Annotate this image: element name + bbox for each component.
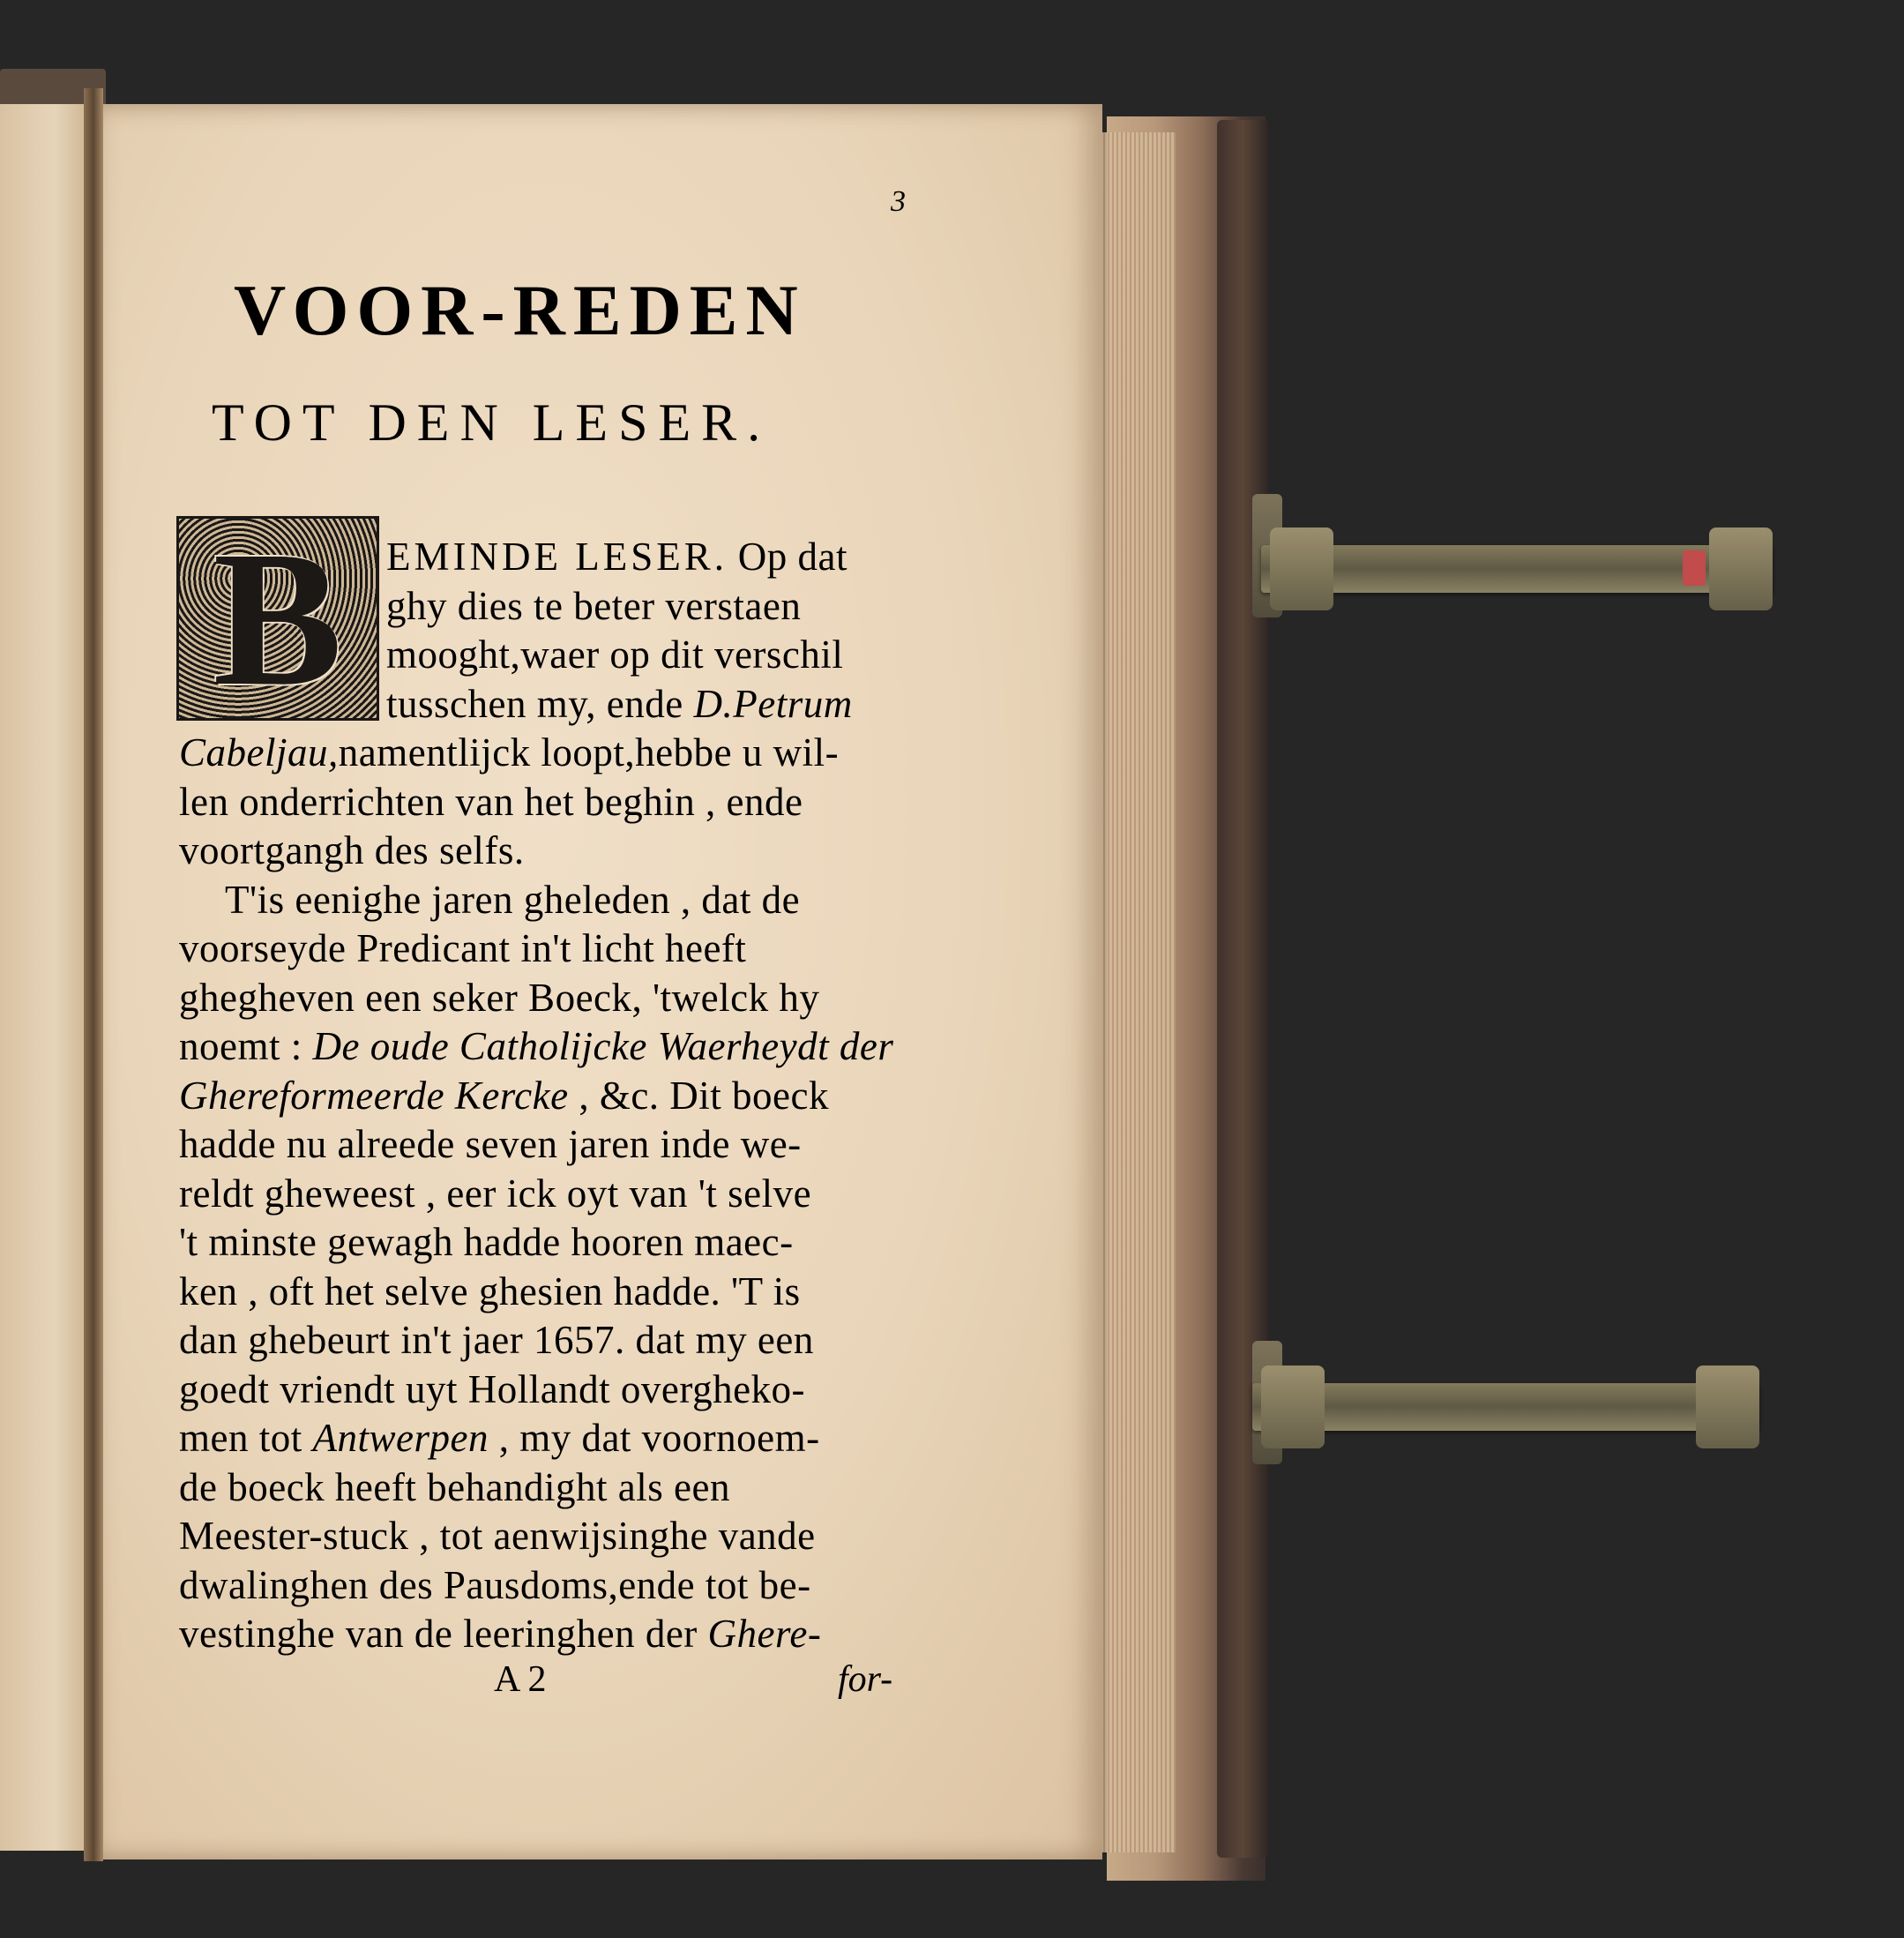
text-line [386, 583, 801, 629]
text-line [179, 1562, 811, 1608]
text-line [179, 1171, 811, 1216]
text-line [179, 1464, 730, 1510]
page-subtitle: TOT DEN LESER. [212, 393, 772, 452]
page-edges [1092, 132, 1176, 1852]
text-run: ghy dies te beter verstaen [386, 583, 802, 628]
text-line [386, 534, 847, 580]
catchword: for- [838, 1659, 893, 1700]
text-run: ghegheven een seker Boeck, 'twelck hy [179, 975, 820, 1020]
text-run: de boeck heeft behandight als een [179, 1464, 730, 1509]
red-mark [1683, 550, 1706, 586]
text-run: Ghere- [707, 1612, 822, 1656]
signature-mark: A 2 [494, 1659, 547, 1700]
text-run: men tot [179, 1416, 313, 1460]
text-run: mooght,waer op dit verschil [386, 632, 844, 677]
text-line [179, 1023, 893, 1069]
text-run: D.Petrum [693, 681, 853, 726]
text-line [179, 1121, 802, 1167]
text-run: Op dat [727, 535, 847, 579]
text-run: De oude Catholijcke Waerheydt der [312, 1024, 894, 1068]
page-number: 3 [891, 185, 906, 218]
text-run: Meester-stuck , tot aenwijsinghe vande [179, 1514, 816, 1558]
text-line [179, 1268, 801, 1314]
decorated-initial-letter: B [213, 511, 343, 726]
text-line [179, 925, 746, 971]
text-run: tusschen my, ende [386, 681, 694, 726]
text-run: Ghereformeerde Kercke [179, 1073, 569, 1118]
clasp-end [1696, 1366, 1759, 1448]
clasp-bottom [1252, 1383, 1759, 1431]
text-line [179, 1317, 814, 1363]
text-line [179, 1219, 794, 1265]
text-run: ken , oft het selve ghesien hadde. 'T is [179, 1268, 801, 1313]
text-run: Cabeljau, [179, 730, 339, 774]
text-run: , my dat voornoem- [488, 1416, 820, 1460]
text-run: voorseyde Predicant in't licht heeft [179, 926, 747, 970]
text-line [179, 1366, 805, 1412]
text-run: len onderrichten van het beghin , ende [179, 779, 803, 824]
text-line [179, 730, 839, 775]
text-run: reldt gheweest , eer ick oyt van 't selve [179, 1171, 812, 1216]
text-line [179, 1513, 816, 1559]
text-line [225, 877, 800, 923]
text-line [179, 779, 803, 825]
right-cover [1217, 120, 1268, 1858]
page-title: VOOR-REDEN [234, 270, 806, 350]
text-run: voortgangh des selfs. [179, 828, 525, 872]
text-run: vestinghe van de leeringhen der [179, 1612, 708, 1656]
text-run: T'is eenighe jaren gheleden , dat de [225, 877, 801, 922]
decorated-initial [176, 511, 379, 726]
text-run: Antwerpen [312, 1416, 489, 1460]
text-run: namentlijck loopt,hebbe u wil- [338, 730, 840, 774]
text-line [179, 1611, 821, 1657]
text-run: dwalinghen des Pausdoms,ende tot be- [179, 1562, 811, 1607]
text-run: dan ghebeurt in't jaer 1657. dat my een [179, 1318, 814, 1362]
text-line [386, 632, 843, 677]
text-line [179, 1073, 829, 1119]
text-run: , &c. Dit boeck [568, 1073, 829, 1118]
text-line [179, 975, 819, 1021]
text-run: 't minste gewagh hadde hooren maec- [179, 1220, 794, 1264]
clasp-end [1270, 528, 1333, 610]
text-run: goedt vriendt uyt Hollandt overgheko- [179, 1366, 806, 1411]
clasp-top [1261, 545, 1773, 593]
text-run: noemt : [179, 1024, 313, 1068]
text-line [179, 1415, 820, 1461]
text-line [386, 681, 853, 727]
gutter [84, 88, 103, 1861]
clasp-end [1261, 1366, 1325, 1448]
text-line [179, 827, 525, 873]
clasp-end [1709, 528, 1773, 610]
text-run: EMINDE LESER. [386, 535, 728, 579]
text-run: hadde nu alreede seven jaren inde we- [179, 1122, 802, 1166]
